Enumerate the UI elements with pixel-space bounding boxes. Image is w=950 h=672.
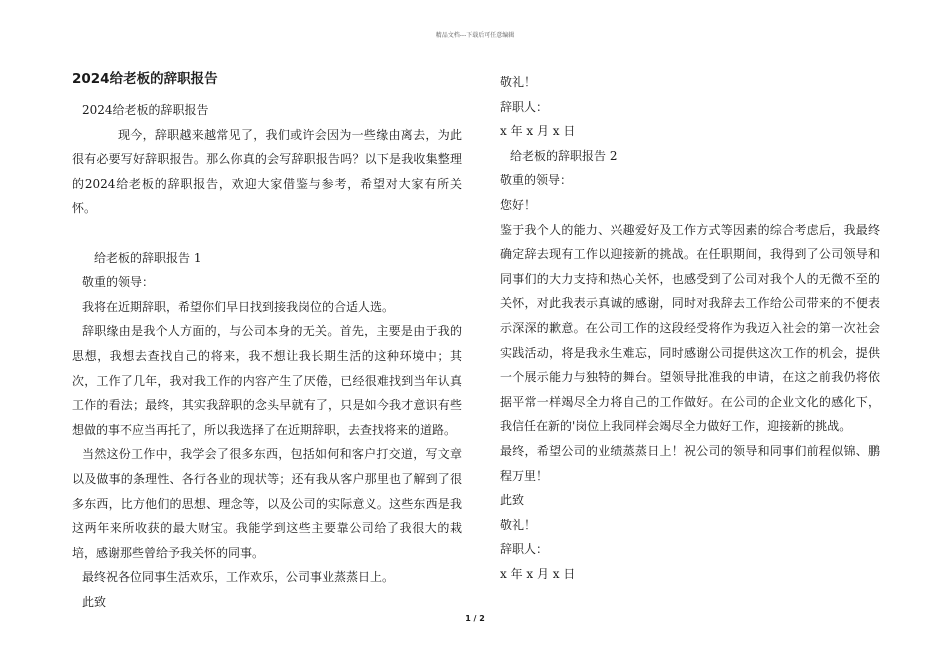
report2-salute: 敬礼！ (500, 517, 537, 532)
report1-resigner: 辞职人： (500, 99, 549, 114)
report1-greeting: 敬重的领导： (82, 275, 155, 290)
left-column (72, 70, 462, 614)
document-title: 2024给老板的辞职报告 (72, 71, 218, 87)
report2-paragraph-2: 最终，希望公司的业绩蒸蒸日上！祝公司的领导和同事们前程似锦、鹏程万里！ (500, 443, 880, 483)
report2-heading: 给老板的辞职报告 2 (510, 148, 618, 163)
report1-salute: 敬礼！ (500, 75, 537, 89)
report2-hello: 您好！ (500, 197, 537, 212)
report2-greeting: 敬重的领导： (500, 173, 573, 188)
report1-heading: 给老板的辞职报告 1 (94, 250, 202, 265)
report1-closing: 此致 (82, 594, 107, 609)
report2-paragraph-1: 鉴于我个人的能力、兴趣爱好及工作方式等因素的综合考虑后，我最终确定辞去现有工作以迎接新的挑战。在任职期间，我得到了公司领导和同事们的大力支持和热心关怀，也感受到了公司对我个人的无微不至的关怀，对此我表示真诚的感谢，同时对我辞去工作给公司带来的不便表示深深的歉意。在公司工作的这段经受将作为我迈入社会的第一次社会实践活动，将是我永生难忘，同时感谢公司提供这次工作的机会，提供一个展示能力与独特的舞台。望领导批准我的申请，在这之前我仍将依据平常一样竭尽全力将自己的工作做好。在公司的企业文化的感化下，我信任在新的'岗位上我同样会竭尽全力做好工作，迎接新的挑战。 (500, 222, 880, 434)
report1-paragraph-2: 辞职缘由是我个人方面的，与公司本身的无关。首先，主要是由于我的思想，我想去查找自己的将来，我不想让我长期生活的这种环境中；其次，工作了几年，我对我工作的内容产生了厌倦，已经很难找到当年认真工作的看法；最终，其实我辞职的念头早就有了，只是如今我才意识有些想做的事不应当再托了，所以我选择了在近期辞职，去查找将来的道路。 (72, 324, 462, 437)
page-header-note: 精品文档---下载后可任意编辑 (435, 32, 515, 39)
report2-resigner: 辞职人： (500, 542, 549, 557)
report2-closing: 此致 (500, 493, 525, 508)
report1-paragraph-3: 当然这份工作中，我学会了很多东西，包括如何和客户打交道，写文章以及做事的条理性、各行各业的现状等；还有我从客户那里也了解到了很多东西，比方他们的思想、理念等，以及公司的实际意义。这些东西是我这两年来所收获的最大财宝。我能学到这些主要靠公司给了我很大的栽培，感谢那些曾给予我关怀的同事。 (72, 447, 462, 560)
blank-line (72, 221, 462, 246)
report1-date: x 年 x 月 x 日 (500, 124, 576, 139)
right-column (500, 70, 880, 586)
report1-paragraph-1: 我将在近期辞职，希望你们早日找到接我岗位的合适人选。 (82, 299, 395, 314)
intro-paragraph: 现今，辞职越来越常见了，我们或许会因为一些缘由离去，为此很有必要写好辞职报告。那么你真的会写辞职报告吗？以下是我收集整理的2024给老板的辞职报告，欢迎大家借鉴与参考，希望对大家有所关怀。 (72, 127, 462, 216)
document-subtitle: 2024给老板的辞职报告 (82, 103, 209, 117)
report1-paragraph-4: 最终祝各位同事生活欢乐，工作欢乐，公司事业蒸蒸日上。 (82, 570, 395, 585)
page-number: 1 / 2 (465, 614, 485, 623)
report2-date: x 年 x 月 x 日 (500, 566, 576, 581)
